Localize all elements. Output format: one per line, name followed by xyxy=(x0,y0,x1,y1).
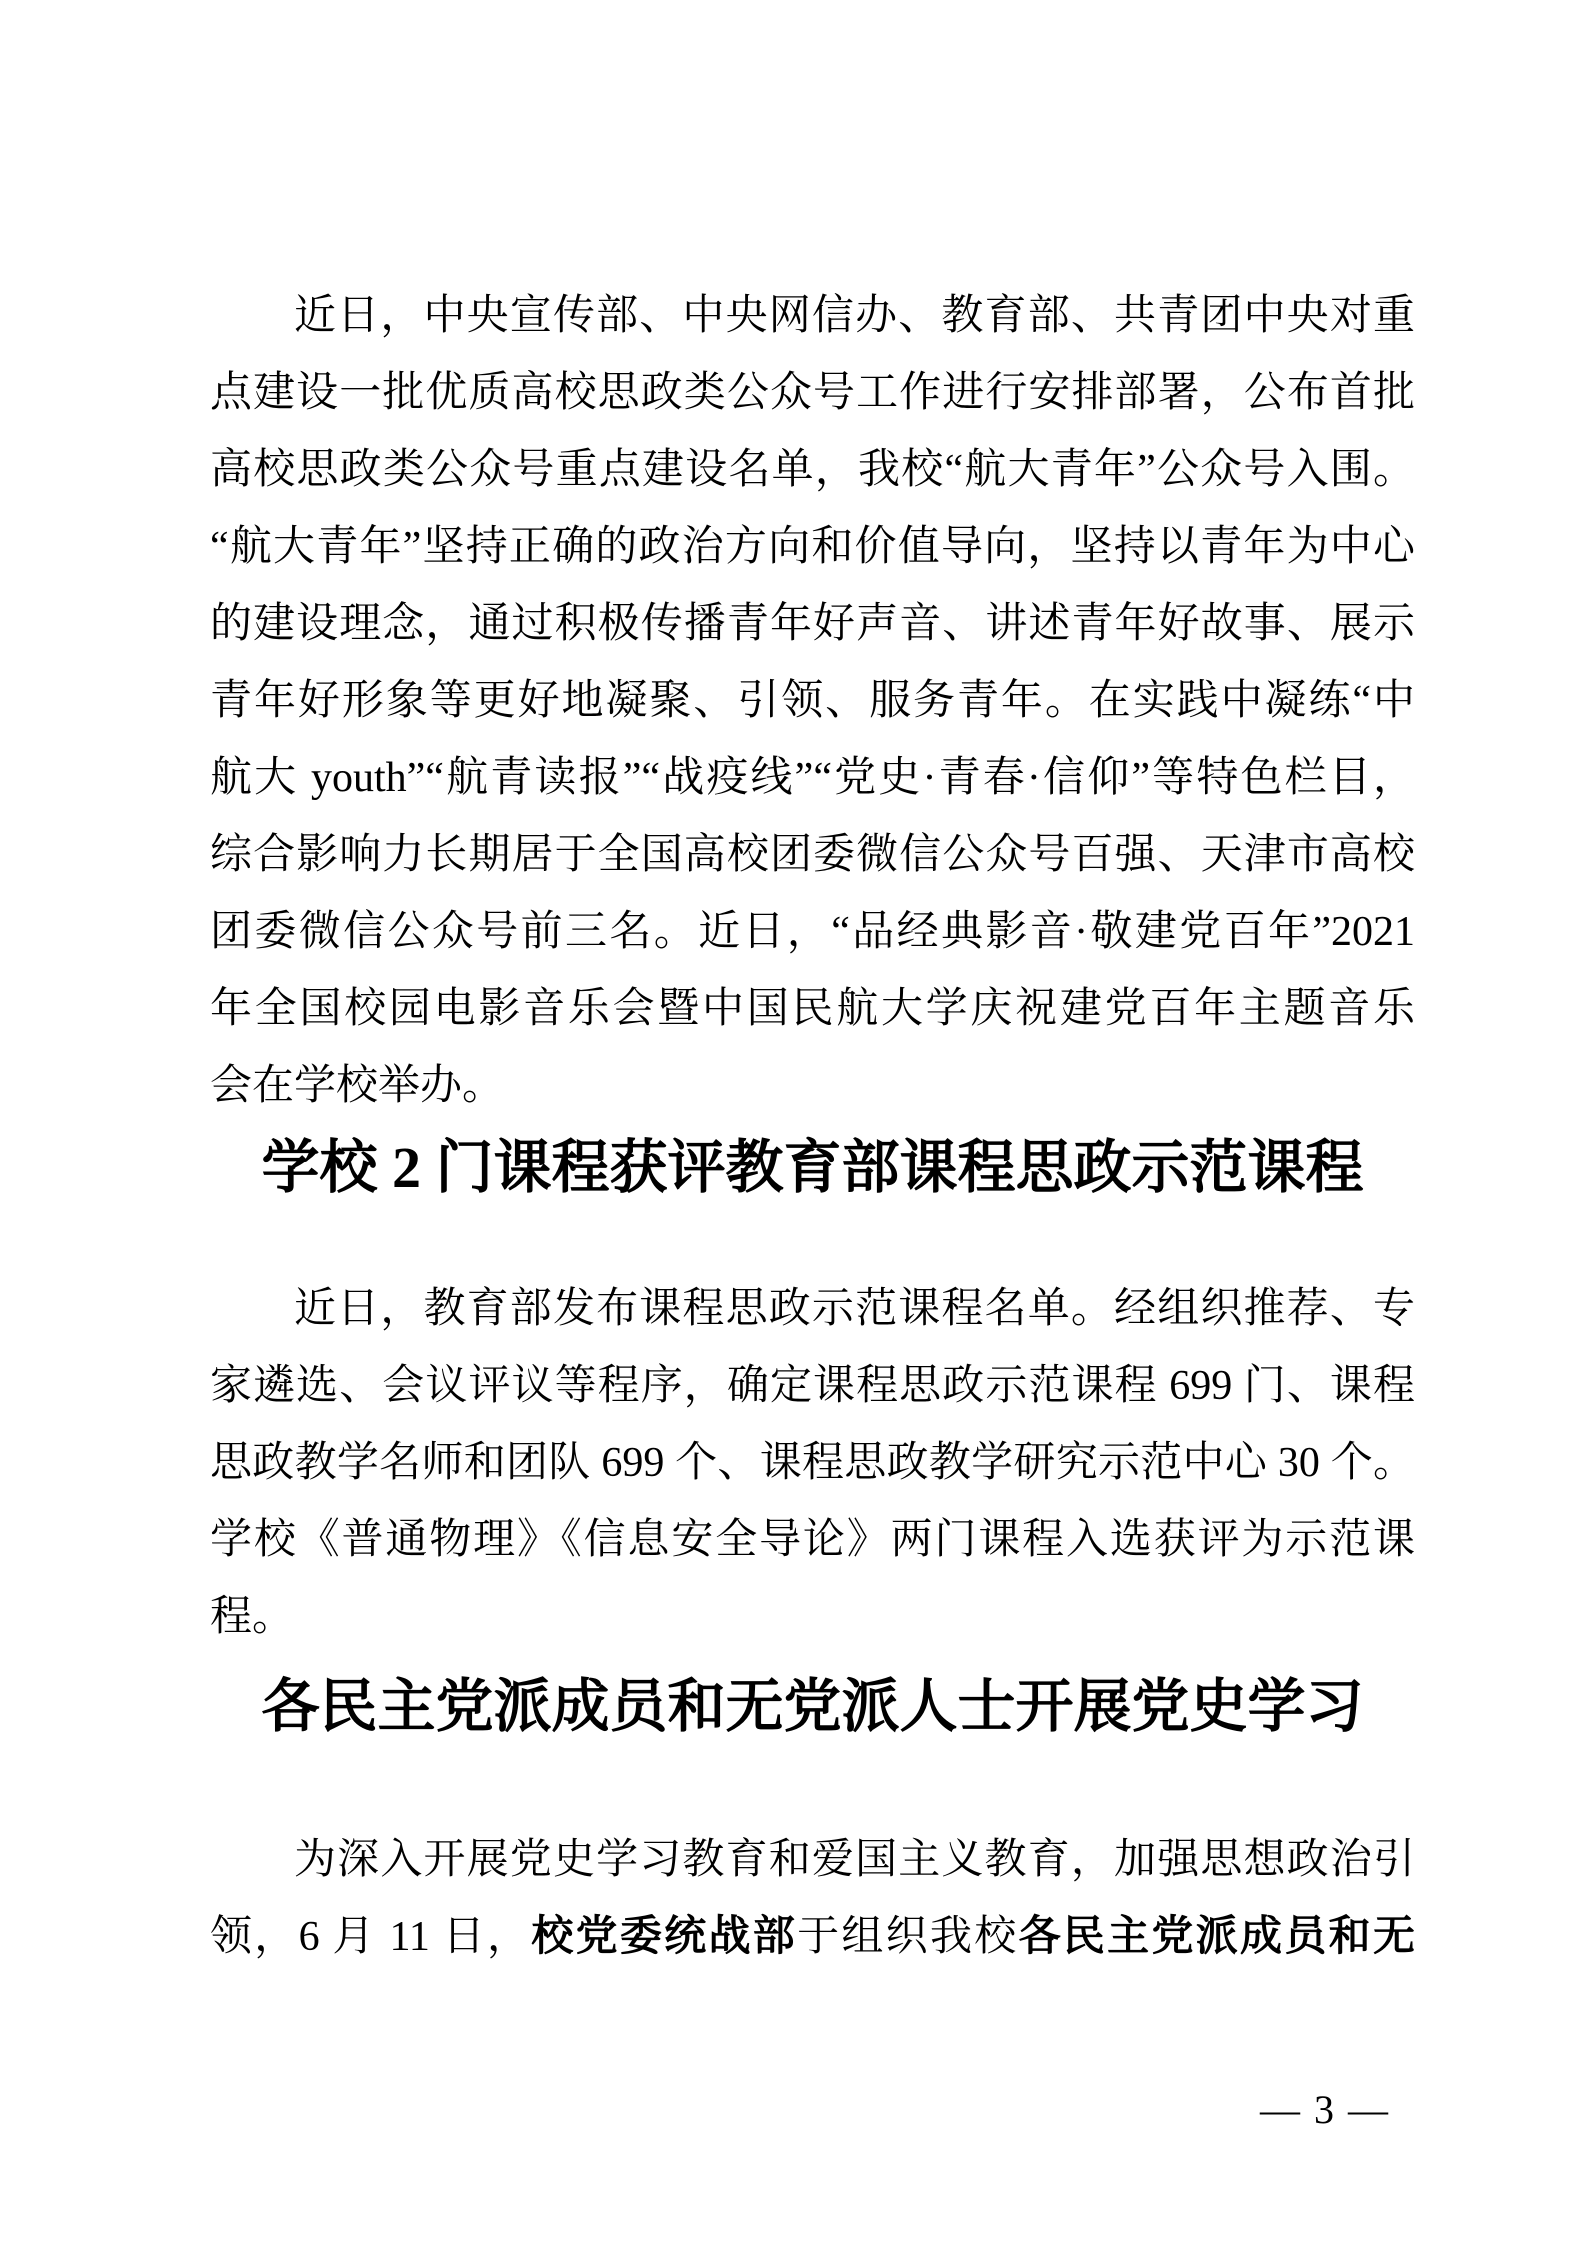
paragraph-line: 程。 xyxy=(210,1594,295,1640)
section-heading-courses: 学校 2 门课程获评教育部课程思政示范课程 xyxy=(261,1135,1364,1200)
paragraph-line: 会在学校举办。 xyxy=(210,1063,505,1109)
paragraph-1 xyxy=(210,278,1415,1125)
paragraph-line: 高校思政类公众号重点建设名单，我校“航大青年”公众号入围。 xyxy=(210,447,1415,493)
paragraph-line: 思政教学名师和团队 699 个、课程思政教学研究示范中心 30 个。 xyxy=(210,1440,1415,1486)
paragraph-line: 团委微信公众号前三名。近日，“品经典影音·敬建党百年”2021 xyxy=(210,909,1415,955)
paragraph-line: 航大 youth”“航青读报”“战疫线”“党史·青春·信仰”等特色栏目， xyxy=(210,755,1415,801)
paragraph-line: 青年好形象等更好地凝聚、引领、服务青年。在实践中凝练“中 xyxy=(210,678,1415,724)
paragraph-line xyxy=(210,1899,1415,1976)
paragraph-line: 的建设理念，通过积极传播青年好声音、讲述青年好故事、展示 xyxy=(210,601,1415,647)
page-number: — 3 — xyxy=(1260,2087,1390,2132)
text-regular: 领，6 月 11 日， xyxy=(210,1914,532,1960)
paragraph-3 xyxy=(210,1822,1415,1976)
paragraph-line: 点建设一批优质高校思政类公众号工作进行安排部署，公布首批 xyxy=(210,370,1415,416)
paragraph-line: “航大青年”坚持正确的政治方向和价值导向，坚持以青年为中心 xyxy=(210,524,1415,570)
paragraph-2 xyxy=(210,1271,1415,1656)
paragraph-line: 综合影响力长期居于全国高校团委微信公众号百强、天津市高校 xyxy=(210,832,1415,878)
paragraph-line: 年全国校园电影音乐会暨中国民航大学庆祝建党百年主题音乐 xyxy=(210,986,1415,1032)
text-bold: 各民主党派成员和无 xyxy=(1018,1914,1415,1960)
paragraph-line: 学校《普通物理》《信息安全导论》两门课程入选获评为示范课 xyxy=(210,1517,1415,1563)
section-heading-party-study: 各民主党派成员和无党派人士开展党史学习 xyxy=(261,1674,1364,1739)
paragraph-line: 为深入开展党史学习教育和爱国主义教育，加强思想政治引 xyxy=(294,1837,1415,1883)
text-bold: 校党委统战部 xyxy=(531,1914,798,1960)
paragraph-line: 近日，中央宣传部、中央网信办、教育部、共青团中央对重 xyxy=(294,293,1415,339)
paragraph-line: 家遴选、会议评议等程序，确定课程思政示范课程 699 门、课程 xyxy=(210,1363,1415,1409)
paragraph-line: 近日，教育部发布课程思政示范课程名单。经组织推荐、专 xyxy=(294,1286,1415,1332)
page-content xyxy=(210,278,1415,1976)
text-regular: 于组织我校 xyxy=(797,1914,1019,1960)
